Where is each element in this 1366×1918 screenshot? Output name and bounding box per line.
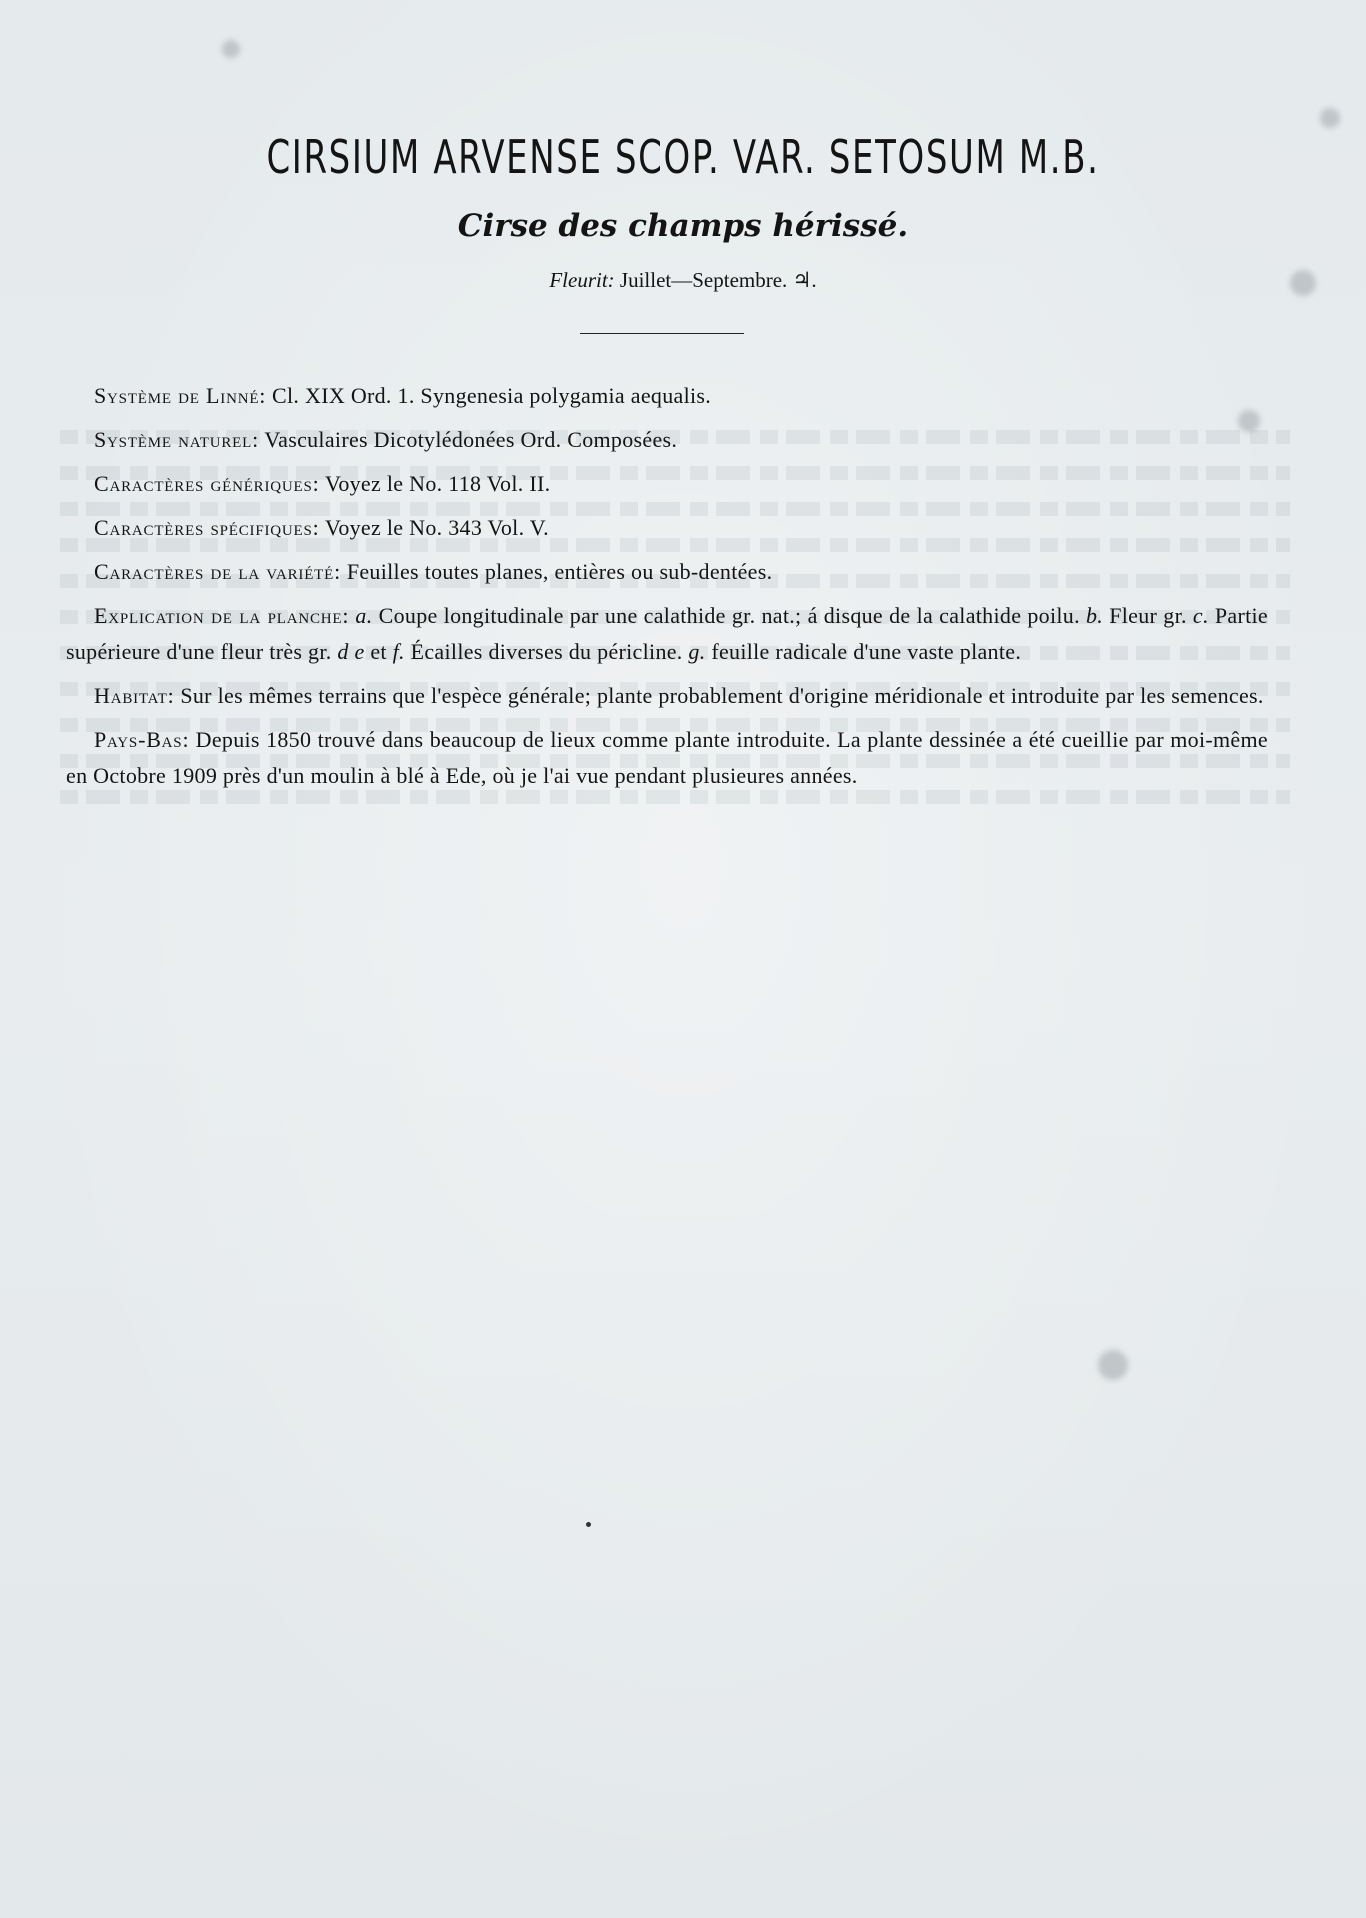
section-text: Coupe longitudinale par une calathide gr. nat.; á disque de la calathide poilu. (372, 603, 1086, 628)
section-text: Écailles diverses du péricline. (404, 639, 689, 664)
flowering-label: Fleurit: (549, 268, 615, 292)
section-linne (66, 378, 1268, 414)
section-pays-bas (66, 722, 1268, 794)
section-heading: Caractères spécifiques: (94, 515, 320, 540)
figure-label: f. (392, 639, 405, 664)
section-text: Partie supérieure d'une fleur très gr. (66, 603, 1268, 664)
section-planche (66, 598, 1268, 670)
figure-label: d e (337, 639, 365, 664)
section-naturel (66, 422, 1268, 458)
section-heading: Caractères de la variété: (94, 559, 342, 584)
figure-label: b. (1086, 603, 1104, 628)
flowering-line (0, 268, 1366, 293)
section-habitat (66, 678, 1268, 714)
figure-label: a. (355, 603, 373, 628)
section-variete (66, 554, 1268, 590)
paper-spot (1098, 1350, 1128, 1380)
section-text: feuille radicale d'une vaste plante. (705, 639, 1022, 664)
divider (580, 333, 744, 334)
page-subtitle: Cirse des champs hérissé. (457, 208, 909, 244)
description-body (66, 378, 1268, 802)
figure-label: g. (688, 639, 706, 664)
section-heading: Pays-Bas: (94, 727, 190, 752)
page-title: CIRSIUM ARVENSE SCOP. VAR. SETOSUM M.B. (266, 130, 1100, 184)
section-text: Depuis 1850 trouvé dans beaucoup de lieux comme plante introduite. La plante dessinée a été cueillie par moi-même en Octobre 1909 près d'un moulin à blé à Ede, où je l'ai vue pendant plusieures années. (66, 727, 1268, 788)
section-heading: Explication de la planche: (94, 603, 350, 628)
section-text: et (364, 639, 393, 664)
section-heading: Système naturel: (94, 427, 259, 452)
section-text: Fleur gr. (1103, 603, 1193, 628)
section-text: Vasculaires Dicotylédonées Ord. Composées. (264, 427, 678, 452)
paper-speck (586, 1522, 591, 1527)
section-specifiques (66, 510, 1268, 546)
section-text: Voyez le No. 343 Vol. V. (324, 515, 549, 540)
section-heading: Caractères génériques: (94, 471, 320, 496)
section-heading: Habitat: (94, 683, 175, 708)
section-text: Cl. XIX Ord. 1. Syngenesia polygamia aequalis. (272, 383, 712, 408)
section-text: Feuilles toutes planes, entières ou sub-dentées. (346, 559, 773, 584)
figure-label: c. (1192, 603, 1209, 628)
section-generiques (66, 466, 1268, 502)
section-heading: Système de Linné: (94, 383, 267, 408)
paper-spot (222, 40, 240, 58)
paper-spot (1320, 108, 1340, 128)
flowering-value: Juillet—Septembre. ♃. (619, 268, 817, 292)
section-text: Sur les mêmes terrains que l'espèce générale; plante probablement d'origine méridionale et introduite par les semences. (180, 683, 1264, 708)
section-text: Voyez le No. 118 Vol. II. (324, 471, 551, 496)
